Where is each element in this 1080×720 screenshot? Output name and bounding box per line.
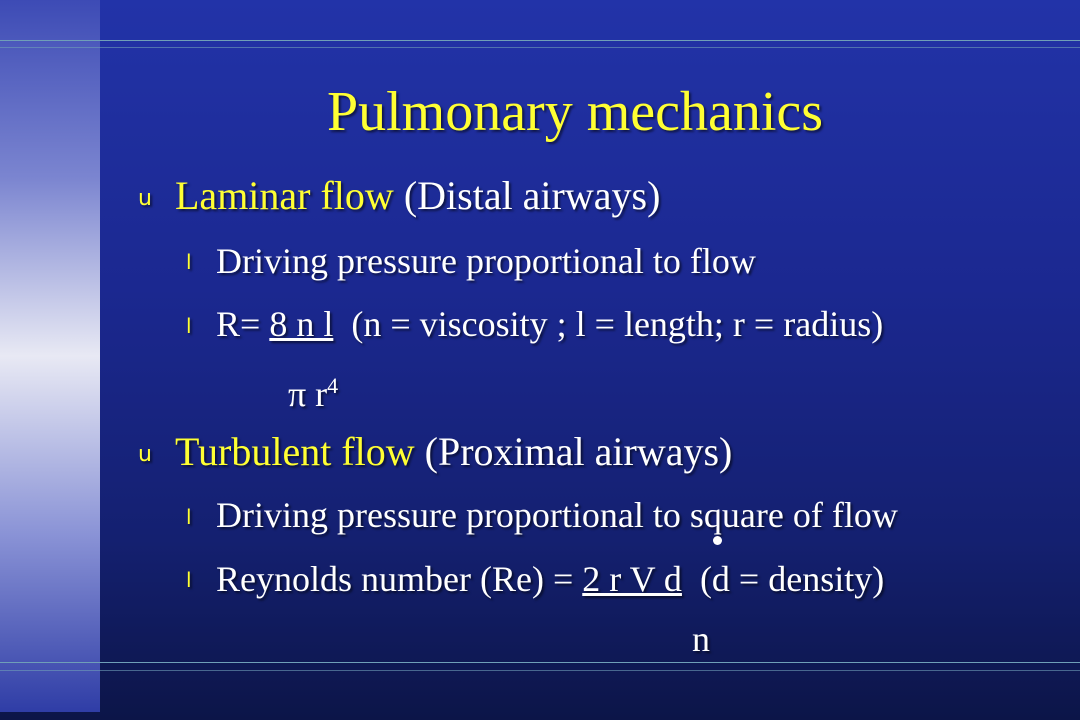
laminar-formula-numerator: 8 n l [269,304,334,344]
top-rule-thin [0,47,1080,48]
bullet-l2-laminar-1: l [186,250,192,274]
slide-title: Pulmonary mechanics [326,81,824,143]
turbulent-formula-denominator: n [692,619,710,659]
turbulent-qualifier: (Proximal airways) [424,429,733,474]
turbulent-heading: Turbulent flow [175,429,415,474]
turbulent-formula-prefix: Reynolds number (Re) = [216,559,583,599]
bullet-l1-turbulent: u [138,442,152,467]
bottom-rule [0,662,1080,663]
laminar-formula-denominator: π r [288,374,328,414]
bullet-l2-turbulent-1: l [186,505,192,529]
laminar-heading-line [175,173,660,219]
laminar-formula-line [216,303,883,345]
laminar-formula-exponent: 4 [327,373,339,398]
laminar-formula-note: (n = viscosity ; l = length; r = radius) [351,304,884,344]
bullet-l2-laminar-2: l [186,314,192,338]
bullet-l2-turbulent-2: l [186,568,192,592]
turbulent-point-1: Driving pressure proportional to square of flow [216,495,898,535]
turbulent-formula-numerator: 2 r V d [582,559,682,599]
top-rule [0,40,1080,41]
laminar-formula-prefix: R= [216,304,270,344]
laminar-formula-denominator-line [288,365,338,415]
turbulent-formula-note: (d = density) [699,559,885,599]
laminar-heading: Laminar flow [175,173,394,218]
laminar-point-1: Driving pressure proportional to flow [216,241,756,281]
flow-rate-dot [713,536,722,545]
turbulent-formula-line [216,558,884,600]
bullet-l1-laminar: u [138,186,152,211]
bottom-rule-thin [0,670,1080,671]
turbulent-heading-line [175,429,732,475]
laminar-qualifier: (Distal airways) [403,173,661,218]
